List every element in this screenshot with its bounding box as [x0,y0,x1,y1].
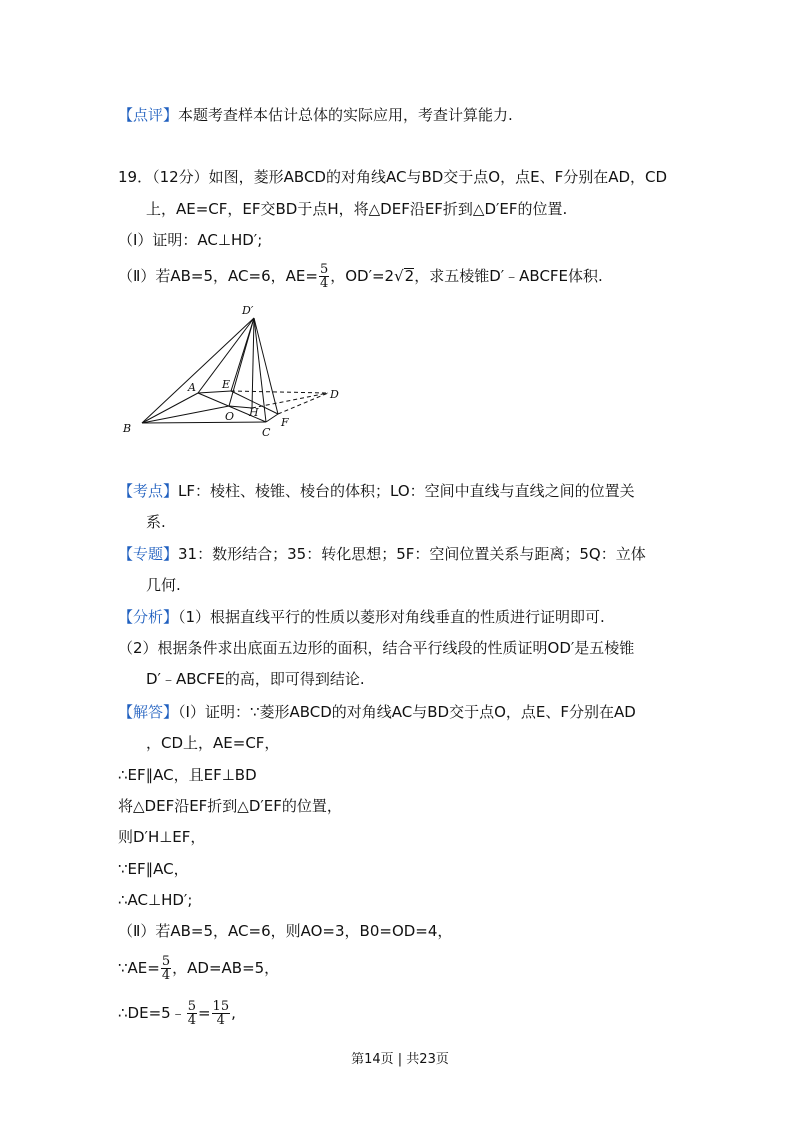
edge-C-F [266,414,278,422]
zhuanti-tag: 【专题】 [118,545,179,563]
review-text: 本题考查样本估计总体的实际应用，考查计算能力. [178,106,513,124]
jieda-line-3: ∴EF∥AC，且EF⊥BD [118,766,257,784]
fraction-numerator: 15 [212,999,230,1014]
label-C: C [262,426,271,439]
fraction-numerator: 5 [319,262,329,277]
question-part-1: （Ⅰ）证明：AC⊥HD′; [118,231,263,249]
fenxi-tag: 【分析】 [118,608,179,626]
jieda-tag: 【解答】 [118,703,179,721]
review-line [118,105,513,125]
pyramid-figure [118,298,348,446]
line9-text-b: ，AD=AB=5， [172,959,280,977]
label-Dp: D′ [242,304,254,317]
fraction-denominator: 4 [161,968,171,983]
kaodian-line-1 [118,481,635,501]
label-F: F [281,416,289,429]
question-part-2 [118,263,603,290]
jieda-line-2: ，CD上，AE=CF， [146,734,280,752]
edge-Dp-F [254,318,278,414]
label-E: E [222,378,231,391]
kaodian-text-1: LF：棱柱、棱锥、棱台的体积；LO：空间中直线与直线之间的位置关 [178,482,635,500]
radicand: 2 [404,267,415,285]
zhuanti-line-1 [118,544,646,564]
fraction-denominator: 4 [187,1013,196,1028]
fenxi-line-1 [118,607,605,627]
edge-A-E [198,391,231,393]
fraction-denominator: 4 [319,276,329,291]
line10-fraction-2 [212,1000,231,1027]
label-B: B [123,422,132,435]
part2-text-c: ，求五棱锥D′﹣ABCFE体积. [414,267,603,285]
jieda-line-10 [118,1000,236,1027]
question-line-1: 19．（12分）如图，菱形ABCD的对角线AC与BD交于点O，点E、F分别在AD，CD [118,168,668,186]
jieda-text-1: （Ⅰ）证明：∵菱形ABCD的对角线AC与BD交于点O，点E、F分别在AD [178,703,636,721]
dashed-E-D [231,391,328,393]
jieda-line-7: ∴AC⊥HD′; [118,891,193,909]
radical-sign: √ [394,267,404,285]
jieda-line-9 [118,955,279,982]
line10-equals: = [197,1004,211,1022]
kaodian-tag: 【考点】 [118,482,179,500]
fenxi-line-3: D′﹣ABCFE的高，即可得到结论. [146,670,365,688]
edge-B-C [142,422,266,423]
line10-text-a: ∴DE=5﹣ [118,1004,186,1022]
line10-fraction-1 [187,1000,197,1027]
label-A: A [188,381,196,394]
edge-Dp-O [229,318,254,406]
review-tag: 【点评】 [118,106,179,124]
kaodian-line-2: 系. [146,513,166,531]
part2-text-a: （Ⅱ）若AB=5，AC=6，AE= [118,267,318,285]
part2-text-b: ，OD′=2 [330,267,395,285]
edge-B-O [142,406,229,423]
edge-B-A [142,393,198,423]
fraction-numerator: 5 [161,954,171,969]
line9-text-a: ∵AE= [118,959,160,977]
line9-fraction [161,955,171,982]
zhuanti-line-2: 几何. [146,576,181,594]
question-line-2: 上，AE=CF，EF交BD于点H，将△DEF沿EF折到△D′EF的位置. [146,200,568,218]
line10-text-b: , [231,1004,236,1022]
jieda-line-4: 将△DEF沿EF折到△D′EF的位置， [118,797,342,815]
jieda-line-8: （Ⅱ）若AB=5，AC=6，则AO=3，B0=OD=4， [118,922,453,940]
fraction-denominator: 4 [216,1013,225,1028]
label-D: D [330,388,339,401]
dashed-F-D [278,393,328,414]
edge-Dp-H [252,318,254,408]
jieda-line-6: ∵EF∥AC， [118,860,189,878]
jieda-line-5: 则D′H⊥EF， [118,828,206,846]
jieda-line-1 [118,702,636,722]
label-H: H [249,406,259,419]
fenxi-line-2: （2）根据条件求出底面五边形的面积，结合平行线段的性质证明OD′是五棱锥 [118,639,635,657]
zhuanti-text-1: 31：数形结合；35：转化思想；5F：空间位置关系与距离；5Q：立体 [178,545,646,563]
fenxi-text-1: （1）根据直线平行的性质以菱形对角线垂直的性质进行证明即可. [178,608,605,626]
label-O: O [225,410,235,423]
page-footer: 第14页 | 共23页 [351,1052,449,1067]
part2-fraction [319,263,329,290]
fraction-numerator: 5 [187,999,196,1014]
